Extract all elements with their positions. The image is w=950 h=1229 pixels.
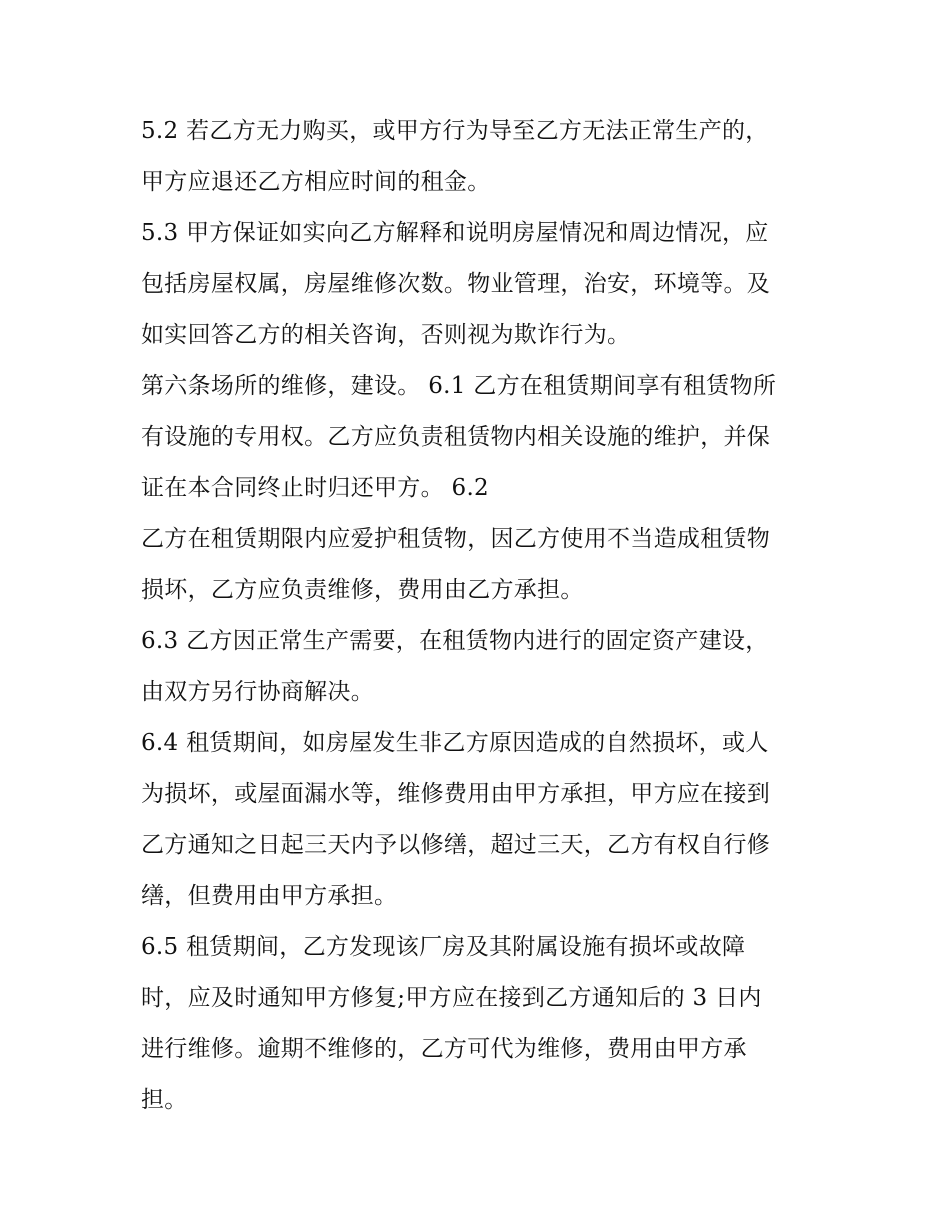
- text-line: 包括房屋权属，房屋维修次数。物业管理，治安，环境等。及: [141, 271, 771, 297]
- text-line: 乙方通知之日起三天内予以修缮，超过三天，乙方有权自行修: [141, 832, 771, 858]
- text-line: 5.3 甲方保证如实向乙方解释和说明房屋情况和周边情况，应: [141, 220, 769, 246]
- text-line: 5.2 若乙方无力购买，或甲方行为导至乙方无法正常生产的，: [141, 118, 769, 144]
- text-line: 甲方应退还乙方相应时间的租金。: [141, 169, 491, 195]
- text-line: 6.3 乙方因正常生产需要，在租赁物内进行的固定资产建设，: [141, 628, 769, 654]
- text-line: 由双方另行协商解决。: [141, 679, 374, 705]
- text-line: 如实回答乙方的相关咨询，否则视为欺诈行为。: [141, 322, 631, 348]
- text-line: 缮，但费用由甲方承担。: [141, 883, 398, 909]
- document-body: [141, 106, 831, 1126]
- text-line: 时，应及时通知甲方修复;甲方应在接到乙方通知后的 3 日内: [141, 985, 762, 1011]
- text-line: 第六条场所的维修，建设。 6.1 乙方在租赁期间享有租赁物所: [141, 373, 777, 399]
- text-line: 进行维修。逾期不维修的，乙方可代为维修，费用由甲方承: [141, 1036, 747, 1062]
- text-line: 为损坏，或屋面漏水等，维修费用由甲方承担，甲方应在接到: [141, 781, 771, 807]
- text-line: 担。: [141, 1087, 188, 1113]
- text-line: 乙方在租赁期限内应爱护租赁物，因乙方使用不当造成租赁物: [141, 526, 771, 552]
- text-line: 6.5 租赁期间，乙方发现该厂房及其附属设施有损坏或故障: [141, 934, 746, 960]
- text-line: 有设施的专用权。乙方应负责租赁物内相关设施的维护，并保: [141, 424, 771, 450]
- text-line: 6.4 租赁期间，如房屋发生非乙方原因造成的自然损坏，或人: [141, 730, 769, 756]
- text-line: 证在本合同终止时归还甲方。 6.2: [141, 475, 489, 501]
- text-line: 损坏，乙方应负责维修，费用由乙方承担。: [141, 577, 584, 603]
